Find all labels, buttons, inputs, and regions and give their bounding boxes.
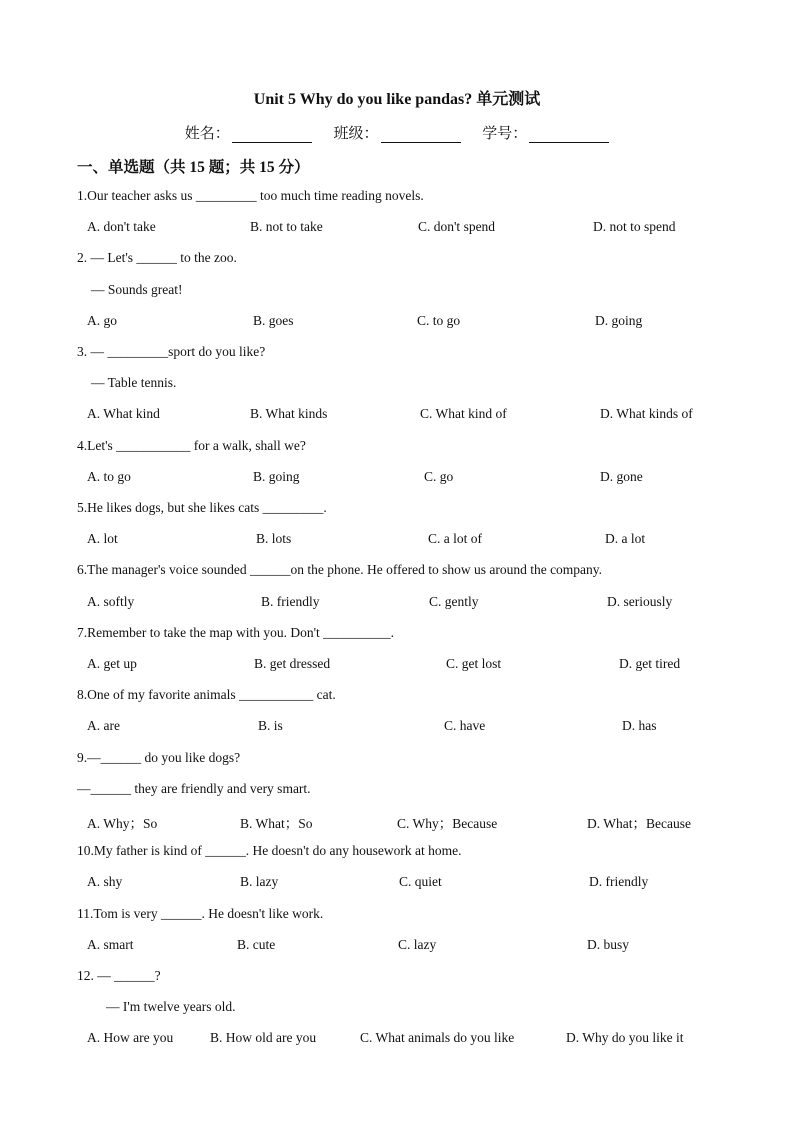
question-5: 5.He likes dogs, but she likes cats _________. — [77, 500, 327, 515]
class-field[interactable] — [333, 122, 460, 143]
q12-option-d[interactable]: D. Why do you like it — [566, 1030, 684, 1045]
q8-option-d[interactable]: D. has — [622, 718, 657, 733]
question-7: 7.Remember to take the map with you. Don't __________. — [77, 625, 395, 640]
q7-option-d[interactable]: D. get tired — [619, 656, 681, 671]
q2-option-d[interactable]: D. going — [595, 313, 643, 328]
student-info-line — [0, 122, 794, 143]
q2-option-c[interactable]: C. to go — [417, 313, 461, 328]
class-label: 班级： — [333, 126, 379, 142]
q3-option-a[interactable]: A. What kind — [87, 406, 160, 421]
question-2: 2. — Let's ______ to the zoo. — [77, 250, 237, 265]
question-2-response: — Sounds great! — [91, 282, 183, 297]
q9-option-a[interactable]: A. Why；So — [87, 816, 158, 831]
q11-option-c[interactable]: C. lazy — [398, 937, 437, 952]
q11-option-b[interactable]: B. cute — [237, 937, 276, 952]
q6-option-b[interactable]: B. friendly — [261, 594, 320, 609]
q8-option-a[interactable]: A. are — [87, 718, 120, 733]
q12-option-a[interactable]: A. How are you — [87, 1030, 174, 1045]
question-9-response: —______ they are friendly and very smart. — [77, 781, 311, 796]
q5-option-d[interactable]: D. a lot — [605, 531, 646, 546]
q9-option-d[interactable]: D. What；Because — [587, 816, 691, 831]
question-12: 12. — ______? — [77, 968, 161, 983]
number-blank[interactable] — [529, 127, 609, 143]
question-9: 9.—______ do you like dogs? — [77, 750, 241, 765]
question-8: 8.One of my favorite animals ___________ cat. — [77, 687, 336, 702]
q5-option-b[interactable]: B. lots — [256, 531, 292, 546]
question-3: 3. — _________sport do you like? — [77, 344, 266, 359]
q1-option-b[interactable]: B. not to take — [250, 219, 323, 234]
q2-option-b[interactable]: B. goes — [253, 313, 294, 328]
question-12-response: — I'm twelve years old. — [106, 999, 236, 1014]
class-blank[interactable] — [381, 127, 461, 143]
question-4: 4.Let's ___________ for a walk, shall we? — [77, 438, 306, 453]
q9-option-b[interactable]: B. What；So — [240, 816, 313, 831]
q11-option-d[interactable]: D. busy — [587, 937, 630, 952]
q8-option-b[interactable]: B. is — [258, 718, 283, 733]
q6-option-c[interactable]: C. gently — [429, 594, 479, 609]
q6-option-a[interactable]: A. softly — [87, 594, 135, 609]
question-1: 1.Our teacher asks us _________ too much time reading novels. — [77, 188, 424, 203]
name-field[interactable] — [185, 122, 312, 143]
question-3-response: — Table tennis. — [91, 375, 177, 390]
q4-option-c[interactable]: C. go — [424, 469, 454, 484]
q2-option-a[interactable]: A. go — [87, 313, 117, 328]
q9-option-c[interactable]: C. Why；Because — [397, 816, 498, 831]
q10-option-d[interactable]: D. friendly — [589, 874, 649, 889]
number-field[interactable] — [482, 122, 609, 143]
q7-option-c[interactable]: C. get lost — [446, 656, 502, 671]
q1-option-c[interactable]: C. don't spend — [418, 219, 496, 234]
q3-option-b[interactable]: B. What kinds — [250, 406, 328, 421]
q5-option-c[interactable]: C. a lot of — [428, 531, 482, 546]
q5-option-a[interactable]: A. lot — [87, 531, 118, 546]
page-title: Unit 5 Why do you like pandas? 单元测试 — [253, 91, 541, 108]
q10-option-b[interactable]: B. lazy — [240, 874, 279, 889]
name-label: 姓名： — [184, 126, 230, 142]
q1-option-d[interactable]: D. not to spend — [593, 219, 676, 234]
name-blank[interactable] — [232, 127, 312, 143]
q10-option-c[interactable]: C. quiet — [399, 874, 442, 889]
q8-option-c[interactable]: C. have — [444, 718, 486, 733]
question-11: 11.Tom is very ______. He doesn't like work. — [77, 906, 324, 921]
q7-option-b[interactable]: B. get dressed — [254, 656, 331, 671]
section-heading: 一、单选题（共 15 题；共 15 分） — [77, 159, 310, 176]
question-10: 10.My father is kind of ______. He doesn't do any housework at home. — [77, 843, 462, 858]
q7-option-a[interactable]: A. get up — [87, 656, 137, 671]
q10-option-a[interactable]: A. shy — [87, 874, 123, 889]
q3-option-d[interactable]: D. What kinds of — [600, 406, 693, 421]
q4-option-d[interactable]: D. gone — [600, 469, 643, 484]
q6-option-d[interactable]: D. seriously — [607, 594, 673, 609]
q3-option-c[interactable]: C. What kind of — [420, 406, 507, 421]
q12-option-b[interactable]: B. How old are you — [210, 1030, 317, 1045]
question-6: 6.The manager's voice sounded ______on the phone. He offered to show us around the company. — [77, 562, 603, 577]
q4-option-a[interactable]: A. to go — [87, 469, 131, 484]
q1-option-a[interactable]: A. don't take — [87, 219, 156, 234]
number-label: 学号： — [482, 126, 528, 142]
q12-option-c[interactable]: C. What animals do you like — [360, 1030, 515, 1045]
q4-option-b[interactable]: B. going — [253, 469, 300, 484]
q11-option-a[interactable]: A. smart — [87, 937, 134, 952]
